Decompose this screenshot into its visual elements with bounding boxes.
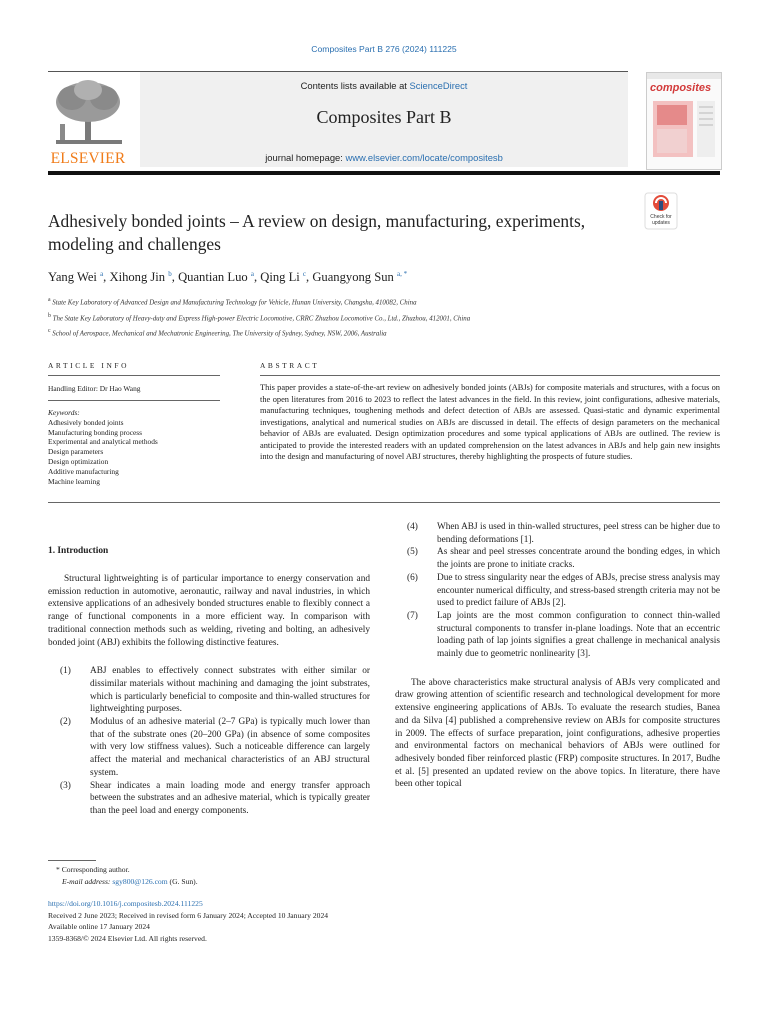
available-online: Available online 17 January 2024 (48, 922, 150, 932)
list-item (48, 716, 370, 780)
list-item (48, 780, 370, 818)
list-text: Due to stress singularity near the edges of ABJs, precise stress analysis may encounter numerical difficulty, and stress-based strength criteria may not be used to predict failure of ABJs [2]. (437, 572, 720, 609)
author-affil-mark[interactable]: a, * (397, 270, 408, 278)
keyword: Experimental and analytical methods (48, 437, 158, 447)
abstract-rule (260, 375, 720, 376)
affiliation-text: The State Key Laboratory of Heavy-duty and Express High-power Electric Locomotive, CRRC Zhuzhou Locomotive Co., Ltd., Zhuzhou, 412001, China (52, 315, 471, 322)
received-dates: Received 2 June 2023; Received in revised form 6 January 2024; Accepted 10 January 2024 (48, 910, 329, 920)
article-metadata (48, 898, 328, 944)
journal-citation[interactable]: Composites Part B 276 (2024) 111225 (311, 44, 457, 54)
check-for-updates-label: Check for updates (650, 214, 672, 226)
affiliation-mark: a (48, 297, 51, 303)
homepage-link[interactable]: www.elsevier.com/locate/compositesb (345, 152, 503, 163)
elsevier-tree-logo-icon (52, 78, 126, 148)
keyword: Design parameters (48, 447, 104, 457)
list-text: Shear indicates a main loading mode and energy transfer approach between the substrates and an adhesive material, which is typically greater than the peel load and energy components. (90, 780, 370, 816)
cover-title: composites (650, 82, 712, 94)
email-link[interactable]: sgy800@126.com (112, 877, 168, 886)
abstract-text: This paper provides a state-of-the-art review on adhesively bonded joints (ABJs) for composite materials and structures, with a focus on the open literatures from 2016 to 2023 to reflect the latest advances in the field. In this review, joint configurations, adhesive materials, manufacturing techniques, toughening methods and defect detection of ABJs are assessed. Quasi-static and dynamic experimental investigations, analytical and numerical studies on ABJs are discussed in detail. The effects of design parameters on the mechanical behavior of ABJs are evaluated. Design optimization procedures and some typical applications of ABJs are outlined. The review is anticipated to provide the interested readers with an updated comprehension on the latest advances in ABJs and help gain new insights into the design and manufacturing of novel ABJ structures, thereby highlighting the prospects of future studies. (260, 383, 720, 461)
feature-list-left (48, 665, 370, 817)
keywords-block (48, 408, 158, 486)
list-text: When ABJ is used in thin-walled structures, peel stress can be higher due to bending deformations [1]. (437, 522, 720, 545)
author[interactable]: Qing Li (260, 270, 300, 285)
footnote (48, 864, 198, 888)
publisher-logo-text: ELSEVIER (50, 150, 126, 167)
author[interactable]: Xihong Jin (109, 270, 166, 285)
list-number: (1) (60, 666, 71, 677)
article-info-rule (48, 375, 220, 376)
list-text: As shear and peel stresses concentrate around the bonding edges, in which the joints are prone to initiate cracks. (437, 547, 720, 571)
author[interactable]: Yang Wei (48, 270, 97, 285)
list-text: ABJ enables to effectively connect substrates with either similar or dissimilar materials without machining and damaging the joint substrates, which is particularly beneficial to composite and thin-walled structures for lightweighting purposes. (90, 666, 370, 715)
email-line (48, 876, 198, 888)
affiliation-text: State Key Laboratory of Advanced Design and Manufacturing Technology for Vehicle, Hunan University, Changsha, 410082, China (52, 299, 417, 307)
intro-paragraph: The above characteristics make structural analysis of ABJs very complicated and draw growing attention of scientific research and technological development for more extensive engineering applications of ABJs. To evaluate the research studies, Banea and da Silva [4] published a comprehensive review on ABJs for composite structures in 2009. The effects of surface preparation, joint configurations, adhesive properties and environmental factors on mechanical behaviors of ABJs were outlined for adhesively bonded fiber reinforced plastic (FRP) composite structures. In 2017, Budhe et al. [5] presented an updated review on the above topics. In literature, there have been other topical (395, 677, 720, 790)
section-heading-introduction: 1. Introduction (48, 546, 109, 556)
article-info-heading: ARTICLE INFO (48, 361, 130, 370)
right-column (395, 521, 720, 791)
author-affil-mark[interactable]: c (302, 270, 307, 278)
homepage-prefix: journal homepage: (265, 152, 346, 163)
doi-link[interactable]: https://doi.org/10.1016/j.compositesb.2024.111225 (48, 899, 203, 908)
list-item (395, 572, 720, 610)
list-item (395, 546, 720, 571)
handling-editor: Handling Editor: Dr Hao Wang (48, 384, 141, 393)
abstract-heading: ABSTRACT (260, 361, 320, 370)
affiliation (48, 294, 470, 310)
footnote-rule (48, 860, 96, 861)
list-number: (2) (60, 717, 71, 728)
affiliation-mark: c (48, 328, 51, 335)
affiliation-mark: b (48, 312, 51, 319)
affiliation (48, 325, 470, 341)
list-number: (3) (60, 780, 71, 791)
homepage-line (140, 152, 628, 163)
abstract-bottom-rule (48, 502, 720, 503)
corresponding-author-note: * Corresponding author. (56, 865, 130, 874)
affiliation (48, 310, 470, 326)
author[interactable]: Quantian Luo (178, 270, 248, 285)
list-item (48, 665, 370, 716)
keyword: Manufacturing bonding process (48, 427, 143, 437)
contents-line (140, 80, 628, 91)
keyword: Adhesively bonded joints (48, 417, 124, 427)
list-number: (5) (407, 547, 418, 558)
list-text: Modulus of an adhesive material (2–7 GPa) is typically much lower than that of the substrate ones (20–200 GPa) (in absence of some composites with very low stiffness values). Such a noticeable difference can largely affect the material and mechanical characteristics of an ABJ structural system. (90, 717, 370, 778)
email-suffix: (G. Sun). (167, 877, 198, 886)
list-number: (6) (407, 572, 418, 583)
keywords-label: Keywords: (48, 408, 80, 417)
keywords-rule (48, 400, 220, 401)
sciencedirect-link[interactable]: ScienceDirect (409, 80, 468, 91)
author-affil-mark[interactable]: b (168, 270, 172, 278)
author-affil-mark[interactable]: a (100, 270, 104, 278)
affiliations (48, 294, 470, 341)
author[interactable]: Guangyong Sun (312, 270, 394, 285)
feature-list-right (395, 521, 720, 661)
contents-prefix: Contents lists available at (300, 80, 410, 91)
list-text: Lap joints are the most common configuration to connect thin-walled structural components to transfer in-plane loadings. Note that an eccentric loading path of lap joints signifies a great challenge in mechanical analysis mainly due to geometric nonlinearity [3]. (437, 610, 720, 660)
list-item (395, 521, 720, 546)
article-title: Adhesively bonded joints – A review on design, manufacturing, experiments, modeling and challenges (48, 211, 586, 254)
keyword: Machine learning (48, 476, 100, 486)
intro-paragraph: Structural lightweighting is of particular importance to energy conservation and emission reduction in automotive, aeronautic, railway and naval industries, in which extensive applications of an adhesively bonded structures enable to flexibly connect a range of functional components in a more efficient way. In comparison with traditional connection methods such as welding, riveting and bolting, an adhesively bonded joint (ABJ) exhibits the following distinctive features. (48, 574, 370, 648)
keyword: Design optimization (48, 456, 109, 466)
copyright: 1359-8368/© 2024 Elsevier Ltd. All rights reserved. (48, 933, 207, 943)
author-affil-mark[interactable]: a (250, 270, 254, 278)
left-column (48, 573, 370, 818)
keyword: Additive manufacturing (48, 466, 119, 476)
header-thick-rule (48, 171, 720, 175)
list-item (395, 610, 720, 661)
author-list: Yang Wei $^a$, Xihong Jin $^b$, Quantian Luo $^a$, Qing Li $^c$, Guangyong Sun $^{a, *}$ (48, 270, 408, 285)
list-number: (4) (407, 522, 418, 532)
list-number: (7) (407, 610, 418, 621)
email-label: E-mail address: (62, 877, 113, 886)
journal-title: Composites Part B (316, 107, 452, 127)
affiliation-text: School of Aerospace, Mechanical and Mechatronic Engineering, The University of Sydney, Sydney, NSW, 2006, Australia (52, 330, 387, 338)
